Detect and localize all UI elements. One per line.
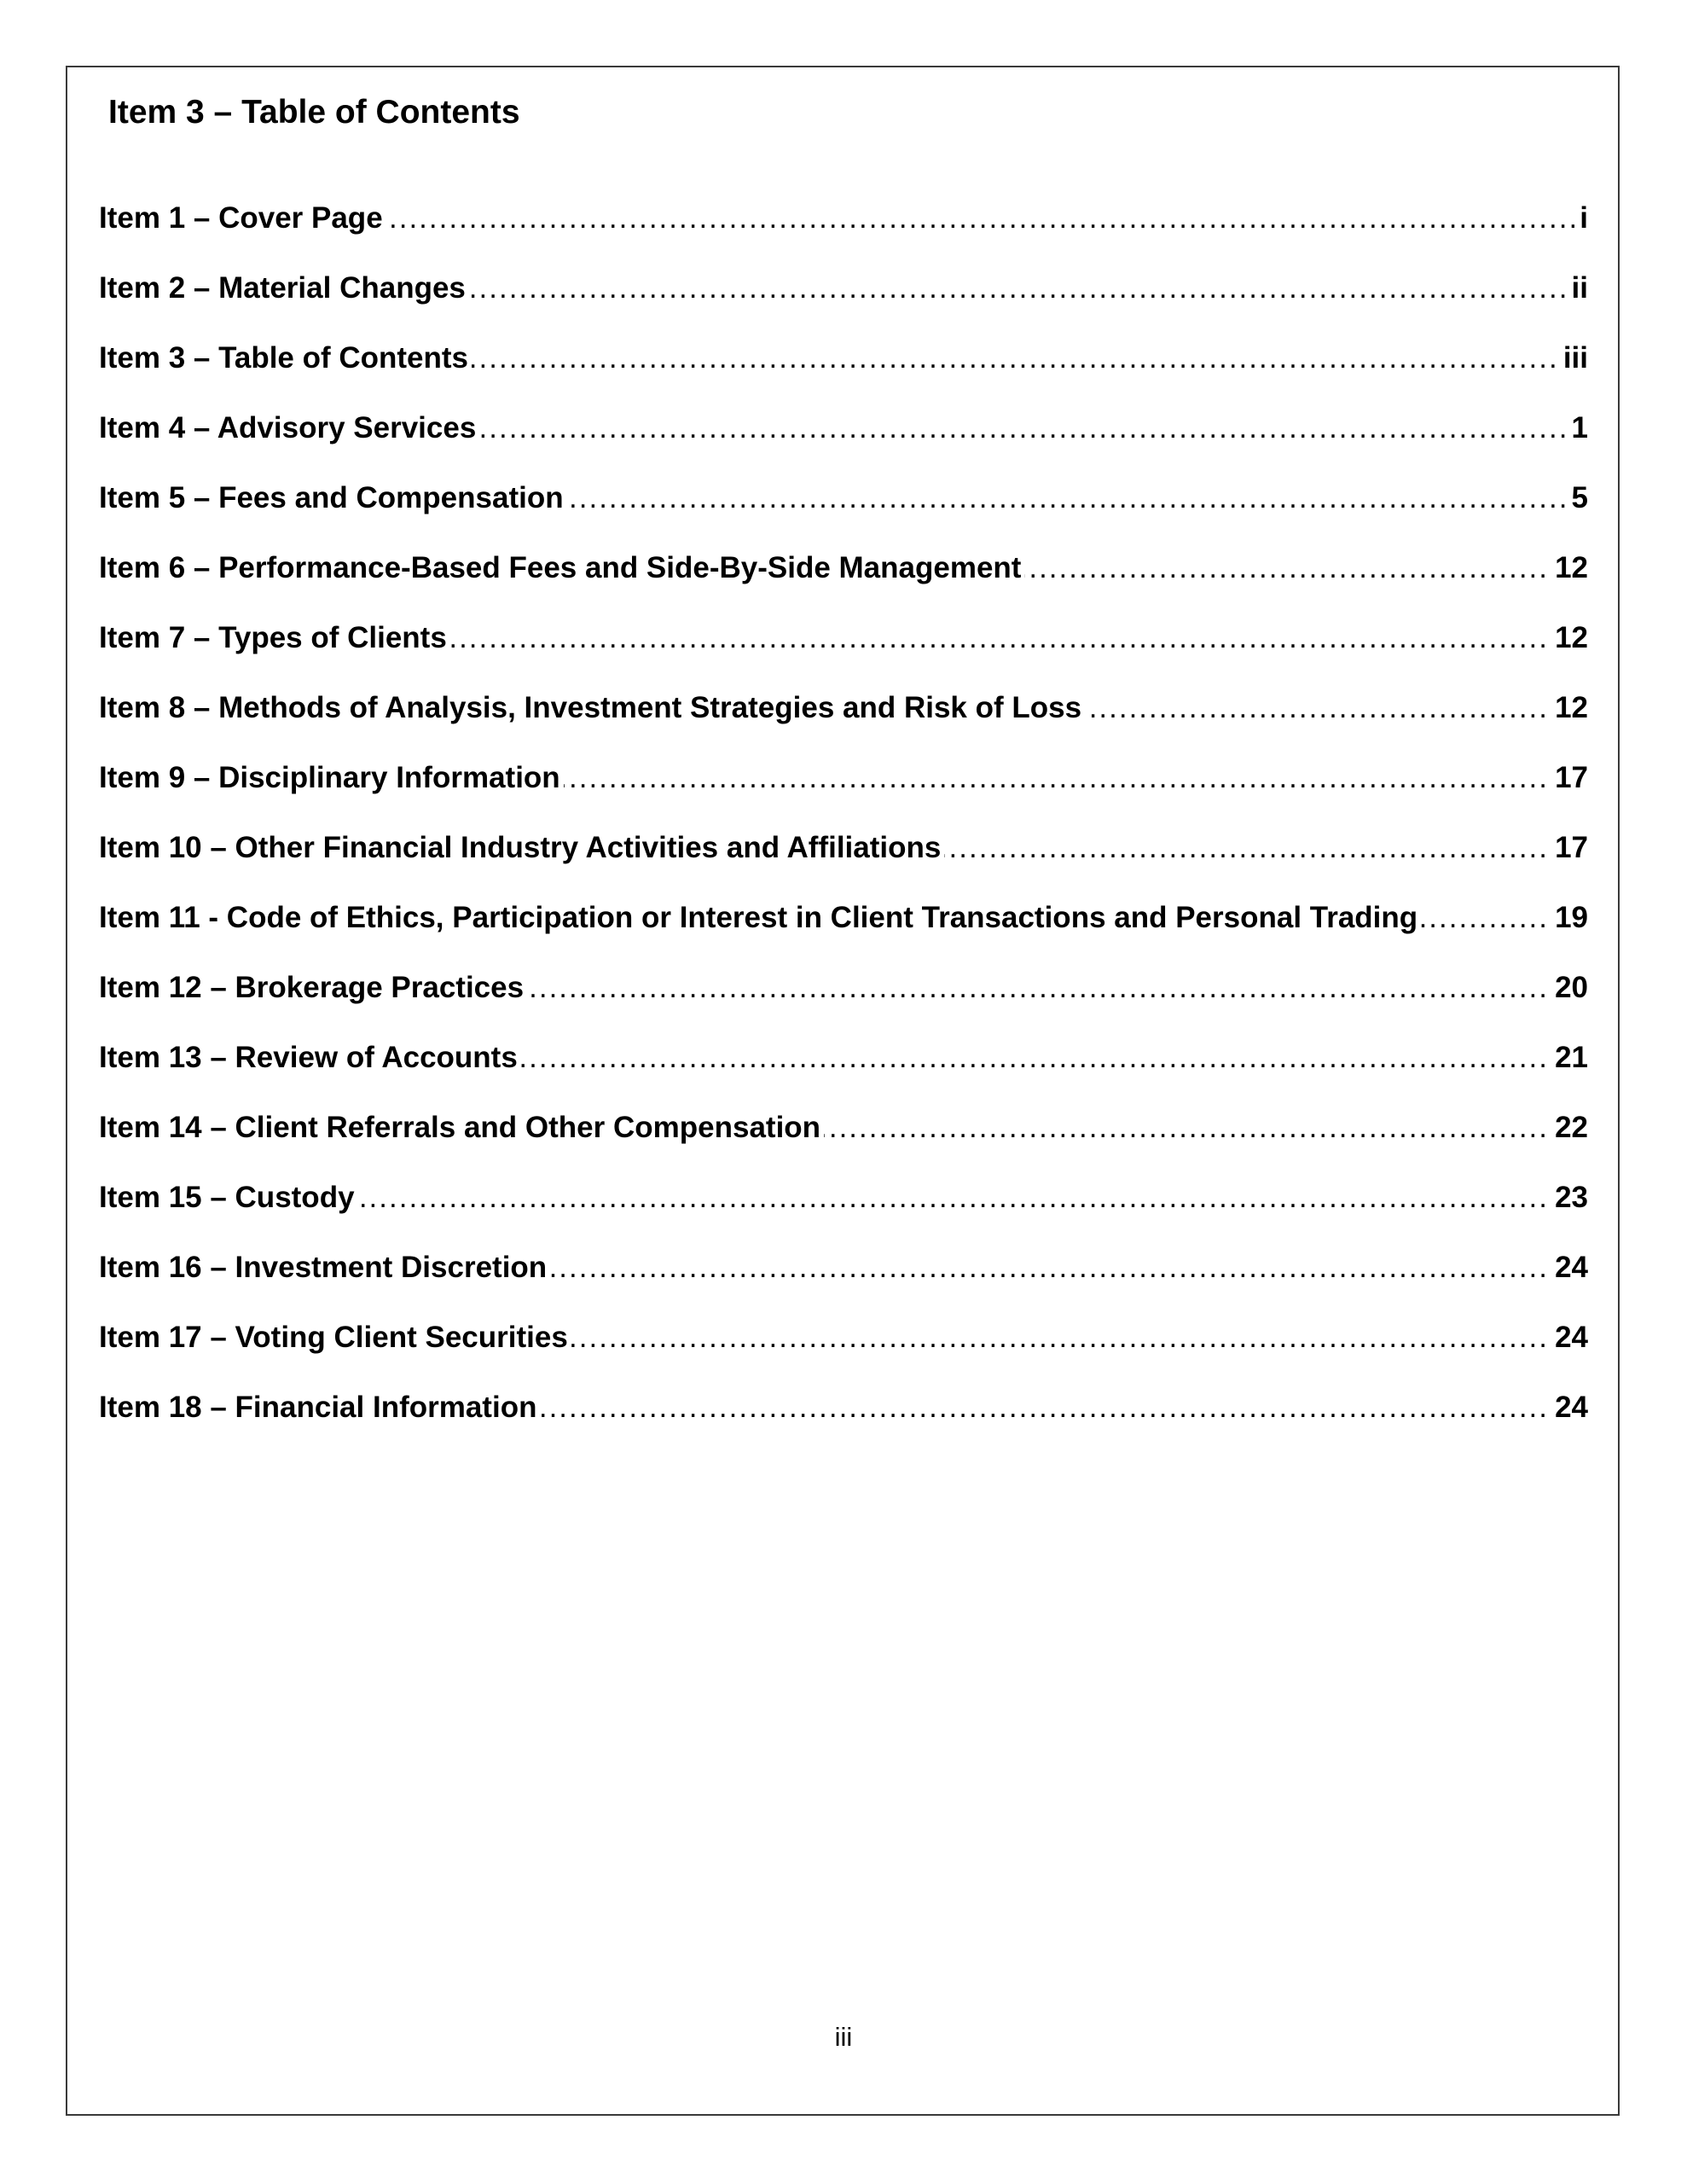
toc-heading: Item 3 – Table of Contents [108,94,520,131]
toc-entry-title: Item 7 – Types of Clients [99,621,450,654]
toc-entry-title: Item 1 – Cover Page [99,201,386,235]
toc-entry-title: Item 14 – Client Referrals and Other Compensation [99,1111,824,1144]
toc-entry-item-5[interactable] [99,473,1588,543]
toc-entry-title: Item 10 – Other Financial Industry Activities and Affiliations [99,831,944,864]
toc-entry-item-9[interactable] [99,752,1588,822]
toc-entry-item-13[interactable] [99,1032,1588,1102]
toc-entry-title: Item 13 – Review of Accounts [99,1041,521,1074]
toc-entry-page: 21 [1550,1032,1588,1083]
toc-entry-page: 12 [1550,682,1588,734]
toc-entry-item-2[interactable] [99,263,1588,333]
toc-entry-page: 24 [1550,1242,1588,1293]
toc-entry-item-1[interactable] [99,193,1588,263]
toc-entry-page: 24 [1550,1382,1588,1433]
toc-entry-title: Item 12 – Brokerage Practices [99,971,527,1004]
toc-entry-item-7[interactable] [99,613,1588,682]
toc-entry-title: Item 16 – Investment Discretion [99,1251,550,1284]
toc-entry-page: 12 [1550,543,1588,594]
toc-entry-item-11[interactable] [99,892,1588,962]
toc-entry-item-4[interactable] [99,403,1588,473]
page-number: iii [834,2022,853,2052]
toc-entry-page: 17 [1550,752,1588,804]
toc-entry-page: 12 [1550,613,1588,664]
toc-entry-page: 24 [1550,1312,1588,1363]
toc-entry-title: Item 4 – Advisory Services [99,411,479,444]
toc-entry-page: ii [1567,263,1588,314]
toc-entry-item-16[interactable] [99,1242,1588,1312]
toc-entry-title: Item 2 – Material Changes [99,271,469,305]
toc-entry-item-10[interactable] [99,822,1588,892]
toc-entry-item-15[interactable] [99,1172,1588,1242]
toc-entry-page: 5 [1567,473,1588,524]
toc-entry-item-14[interactable] [99,1102,1588,1172]
toc-list [99,193,1588,1452]
toc-entry-item-8[interactable] [99,682,1588,752]
toc-entry-title: Item 18 – Financial Information [99,1391,540,1424]
toc-entry-item-17[interactable] [99,1312,1588,1382]
toc-entry-item-6[interactable] [99,543,1588,613]
toc-entry-title: Item 9 – Disciplinary Information [99,761,564,794]
toc-entry-title: Item 15 – Custody [99,1181,358,1214]
toc-entry-page: 19 [1550,892,1588,944]
toc-entry-page: 1 [1567,403,1588,454]
toc-entry-title: Item 3 – Table of Contents [99,341,472,375]
toc-entry-item-3[interactable] [99,333,1588,403]
toc-entry-item-18[interactable] [99,1382,1588,1452]
toc-entry-title: Item 6 – Performance-Based Fees and Side-By-Side Management [99,551,1024,584]
toc-entry-item-12[interactable] [99,962,1588,1032]
toc-entry-page: iii [1558,333,1588,384]
toc-entry-page: 17 [1550,822,1588,874]
toc-entry-page: 23 [1550,1172,1588,1223]
toc-entry-title: Item 11 - Code of Ethics, Participation or Interest in Client Transactions and Personal Trading [99,901,1421,934]
toc-entry-page: 22 [1550,1102,1588,1153]
toc-entry-page: 20 [1550,962,1588,1014]
toc-entry-page: i [1574,193,1588,244]
toc-entry-title: Item 17 – Voting Client Securities [99,1321,571,1354]
toc-entry-title: Item 5 – Fees and Compensation [99,481,567,514]
toc-entry-title: Item 8 – Methods of Analysis, Investment Strategies and Risk of Loss [99,691,1085,724]
